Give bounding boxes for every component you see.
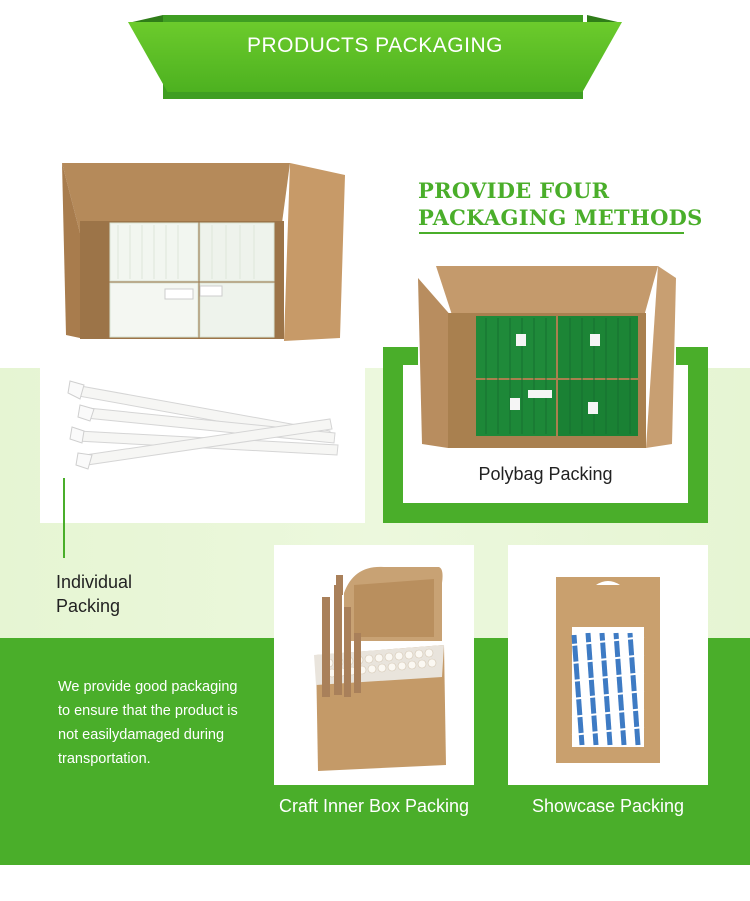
craft-inner-box-photo (274, 545, 474, 785)
banner-fold-left (128, 15, 163, 23)
page-title: PRODUCTS PACKAGING (247, 34, 503, 57)
craft-box-packing-label: Craft Inner Box Packing (278, 796, 470, 816)
individual-packing-label (56, 570, 132, 618)
methods-heading-line2: PACKAGING METHODS (418, 205, 703, 230)
individual-label-line1: Individual (56, 572, 133, 592)
heading-underline (419, 232, 684, 234)
methods-heading-line1: PROVIDE FOUR (418, 178, 610, 203)
individual-packing-photo (40, 123, 365, 523)
showcase-packing-label: Showcase Packing (531, 796, 685, 816)
individual-label-line2: Packing (56, 596, 121, 616)
showcase-packing-photo (508, 545, 708, 785)
individual-pointer-line (63, 478, 65, 558)
description-line3: not easilydamaged during (58, 727, 225, 743)
packaging-description (58, 675, 258, 771)
description-line4: transportation. (58, 751, 151, 767)
polybag-packing-label: Polybag Packing (478, 464, 613, 484)
description-line1: We provide good packaging (58, 679, 238, 695)
description-line2: to ensure that the product is (58, 703, 238, 719)
polybag-packing-photo (418, 258, 676, 453)
banner-fold-right (587, 15, 622, 23)
